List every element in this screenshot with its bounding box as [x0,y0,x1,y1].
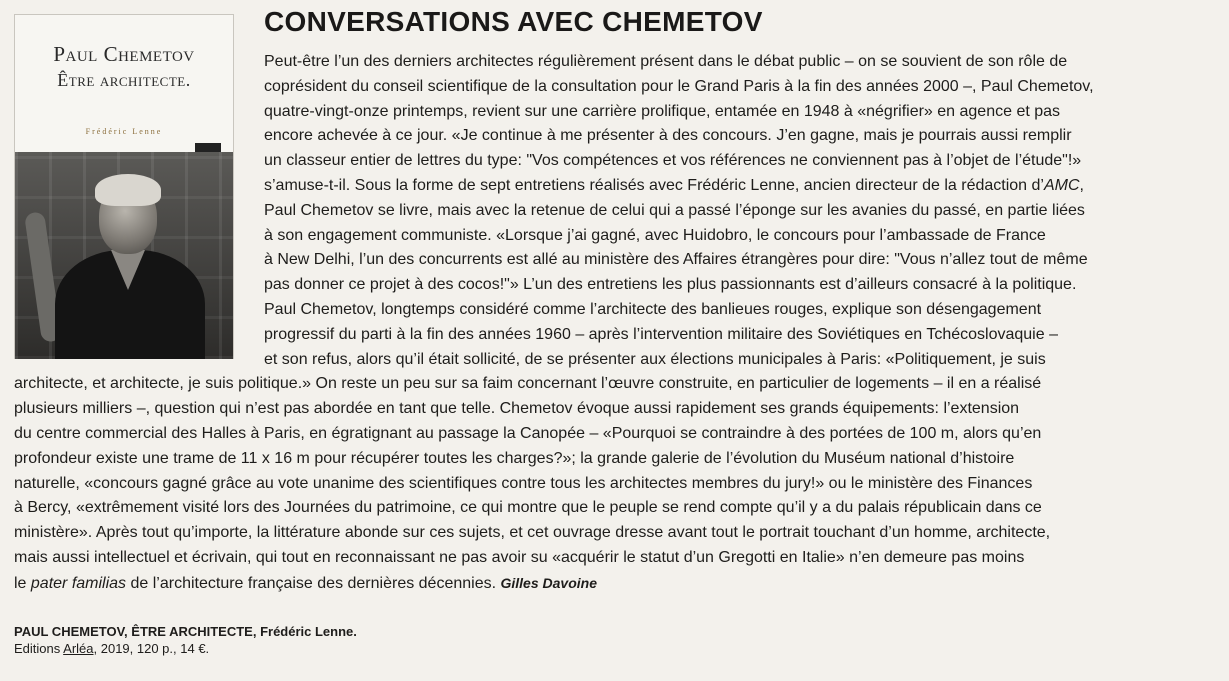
body-line: encore achevée à ce jour. «Je continue à me présenter à des concours. J’en gagne, mais je pourrais aussi remplir [264,127,1072,145]
body-line-last [14,571,1216,596]
cover-title: Être architecte. [57,70,191,90]
article-headline: CONVERSATIONS AVEC CHEMETOV [264,6,763,37]
latin-phrase: pater familias [30,574,127,592]
body-line-text: le [14,574,31,592]
cover-interviewer: Frédéric Lenne [85,127,163,136]
magazine-name: AMC [1043,176,1080,194]
body-line: quatre-vingt-onze printemps, revient sur une carrière prolifique, entamée en 1948 à «négrifier» en agence et pas [264,102,1061,120]
body-line: ministère». Après tout qu’importe, la littérature abonde sur ces sujets, et cet ouvrage dresse avant tout le portrait touchant d’un homme, architecte, [14,524,1051,542]
body-line: naturelle, «concours gagné grâce au vote unanime des scientifiques contre tous les architectes membres du jury!» ou le ministère des Finances [14,474,1033,492]
body-line: plusieurs milliers –, question qui n’est pas abordée en tant que telle. Chemetov évoque aussi rapidement ses grands équipements: l’extension [14,400,1020,418]
body-line: du centre commercial des Halles à Paris, en égratignant au passage la Canopée – «Pourquoi se contraindre à des portées de 100 m, alors qu’en [14,424,1042,442]
body-line: à son engagement communiste. «Lorsque j’ai gagné, avec Huidobro, le concours pour l’ambassade de France [264,226,1046,244]
author-signature: Gilles Davoine [500,574,597,591]
body-line-text: s’amuse-t-il. Sous la forme de sept entretiens réalisés avec Frédéric Lenne, ancien directeur de la rédaction d’ [264,176,1044,194]
body-line: à Bercy, «extrêmement visité lors des Journées du patrimoine, ce qui montre que le peuple se rend compte qu’il y a du palais républicain dans ce [14,499,1042,517]
body-line: Peut-être l’un des derniers architectes régulièrement présent dans le débat public – on se souvient de son rôle de [264,53,1068,70]
body-line: un classeur entier de lettres du type: "Vos compétences et vos références ne conviennent pas à l’objet de l’étude"!» [264,152,1082,170]
body-line: mais aussi intellectuel et écrivain, qui tout en reconnaissant ne pas avoir su «acquérir le statut d’un Gregotti en Italie» n’en demeure pas moins [14,548,1025,566]
publisher-name: Arléa [63,641,94,656]
reference-suffix: , 2019, 120 p., 14 €. [93,641,210,656]
body-line: Paul Chemetov se livre, mais avec la retenue de celui qui a passé l’éponge sur les avanies du passé, en partie liées [264,201,1085,219]
body-line: pas donner ce projet à des cocos!"» L’un des entretiens les plus passionnants est d’ailleurs consacré à la politique. [264,276,1077,294]
reference-details [14,640,357,657]
body-line: architecte, et architecte, je suis politique.» On reste un peu sur sa faim concernant l’œuvre construite, en particulier de logements – il en a réalisé [14,375,1042,393]
body-line: Paul Chemetov, longtemps considéré comme l’architecte des banlieues rouges, explique son désengagement [264,300,1042,318]
cover-author: Paul Chemetov [53,42,195,66]
reference-title: PAUL CHEMETOV, ÊTRE ARCHITECTE, Frédéric Lenne. [14,624,357,639]
body-line: s’amuse-t-il. Sous la forme de sept entretiens réalisés avec Frédéric Lenne, ancien directeur de la rédaction d’AMC, [264,176,1084,194]
article-body [14,50,1216,596]
reference-prefix: Editions [14,641,64,656]
body-line: progressif du parti à la fin des années 1960 – après l’intervention militaire des Soviétiques en Tchécoslovaquie – [264,325,1058,343]
body-line-text: de l’architecture française des dernières décennies. [126,574,501,592]
book-reference [14,623,357,657]
body-line: et son refus, alors qu’il était sollicité, de se présenter aux élections municipales à Paris: «Politiquement, je suis [264,350,1046,368]
body-line: à New Delhi, l’un des concurrents est allé au ministère des Affaires étrangères pour dire: "Vous n’allez tout de même [264,251,1088,269]
body-line: coprésident du conseil scientifique de la consultation pour le Grand Paris à la fin des années 2000 –, Paul Chemetov, [264,77,1094,95]
body-line: profondeur existe une trame de 11 x 16 m pour récupérer toutes les charges?»; la grande galerie de l’évolution du Muséum national d’histoire [14,449,1015,467]
